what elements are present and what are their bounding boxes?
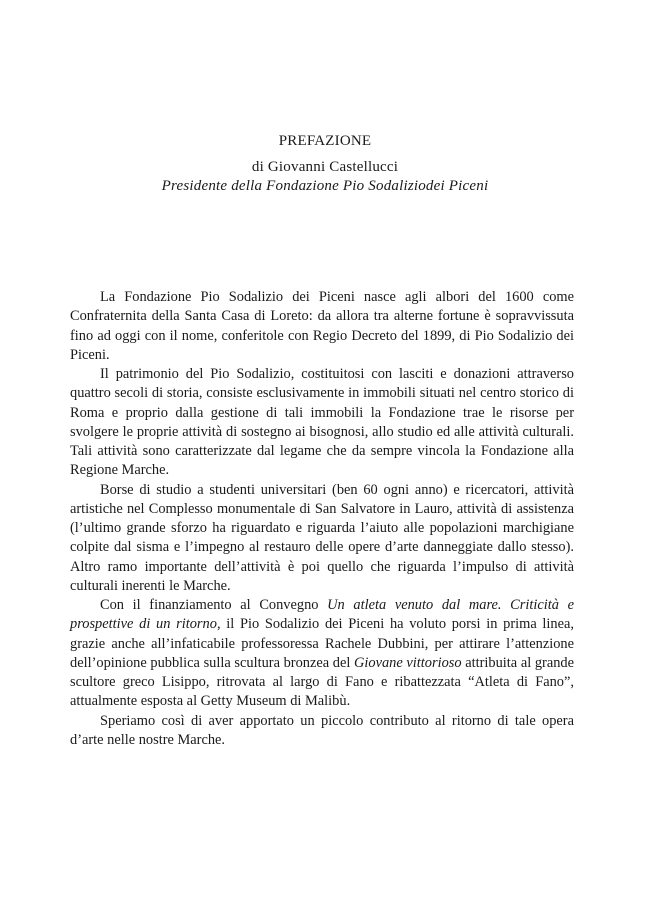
paragraph-text: attribuita al grande scultore greco Lisippo, ritrovata al largo di Fano e ribattezzata “Atleta di Fano”, attualmente esposta al Getty Museum di Malibù. — [70, 654, 574, 710]
paragraph-text: La Fondazione Pio Sodalizio dei Piceni nasce agli albori del 1600 come Confraternita della Santa Casa di Loreto: da allora tra alterne fortune è sopravvissuta fino ad oggi con il nome, conferitole con Regio Decreto del 1899, di Pio Sodalizio dei Piceni. — [70, 289, 574, 363]
paragraph-4 — [70, 596, 574, 712]
paragraph-5 — [70, 712, 574, 751]
paragraph-3 — [70, 481, 574, 597]
preface-author: di Giovanni Castellucci — [251, 159, 399, 175]
paragraph-1 — [70, 288, 574, 365]
paragraph-text: Con il finanziamento al Convegno — [100, 597, 328, 613]
statue-title: Giovane vittorioso — [354, 654, 462, 671]
preface-title: PREFAZIONE — [278, 133, 372, 149]
paragraph-2 — [70, 365, 574, 481]
paragraph-text: Speriamo così di aver apportato un piccolo contributo al ritorno di tale opera d’arte nelle nostre Marche. — [70, 712, 574, 748]
paragraph-text: , il Pio Sodalizio dei Piceni ha voluto porsi in prima linea, grazie anche all’infaticabile professoressa Rachele Dubbini, per attirare l’attenzione dell’opinione pubblica sulla scultura bronzea del — [70, 616, 574, 671]
preface-body — [70, 288, 574, 750]
paragraph-text: Borse di studio a studenti universitari (ben 60 ogni anno) e ricercatori, attività artistiche nel Complesso monumentale di San Salvatore in Lauro, attività di assistenza (l’ultimo grande sforzo ha riguardato e riguarda l’aiuto alle popolazioni marchigiane colpite dal sisma e l’impegno al restauro delle opere d’arte danneggiate dallo stesso). Altro ramo importante dell’attività è poi quello che riguarda l’impulso di attività culturali inerenti le Marche. — [70, 481, 574, 594]
preface-author-role: Presidente della Fondazione Pio Sodaliziodei Piceni — [161, 178, 489, 194]
paragraph-text: Il patrimonio del Pio Sodalizio, costituitosi con lasciti e donazioni attraverso quattro secoli di storia, consiste esclusivamente in immobili situati nel centro storico di Roma e proprio dalla gestione di tali immobili la Fondazione trae le risorse per svolgere le proprie attività di sostegno ai bisognosi, allo studio ed alle attività culturali. Tali attività sono caratterizzate dal legame che da sempre vincola la Fondazione alla Regione Marche. — [70, 366, 574, 479]
conference-title: Un atleta venuto dal mare. Criticità e prospettive di un ritorno — [70, 597, 574, 633]
